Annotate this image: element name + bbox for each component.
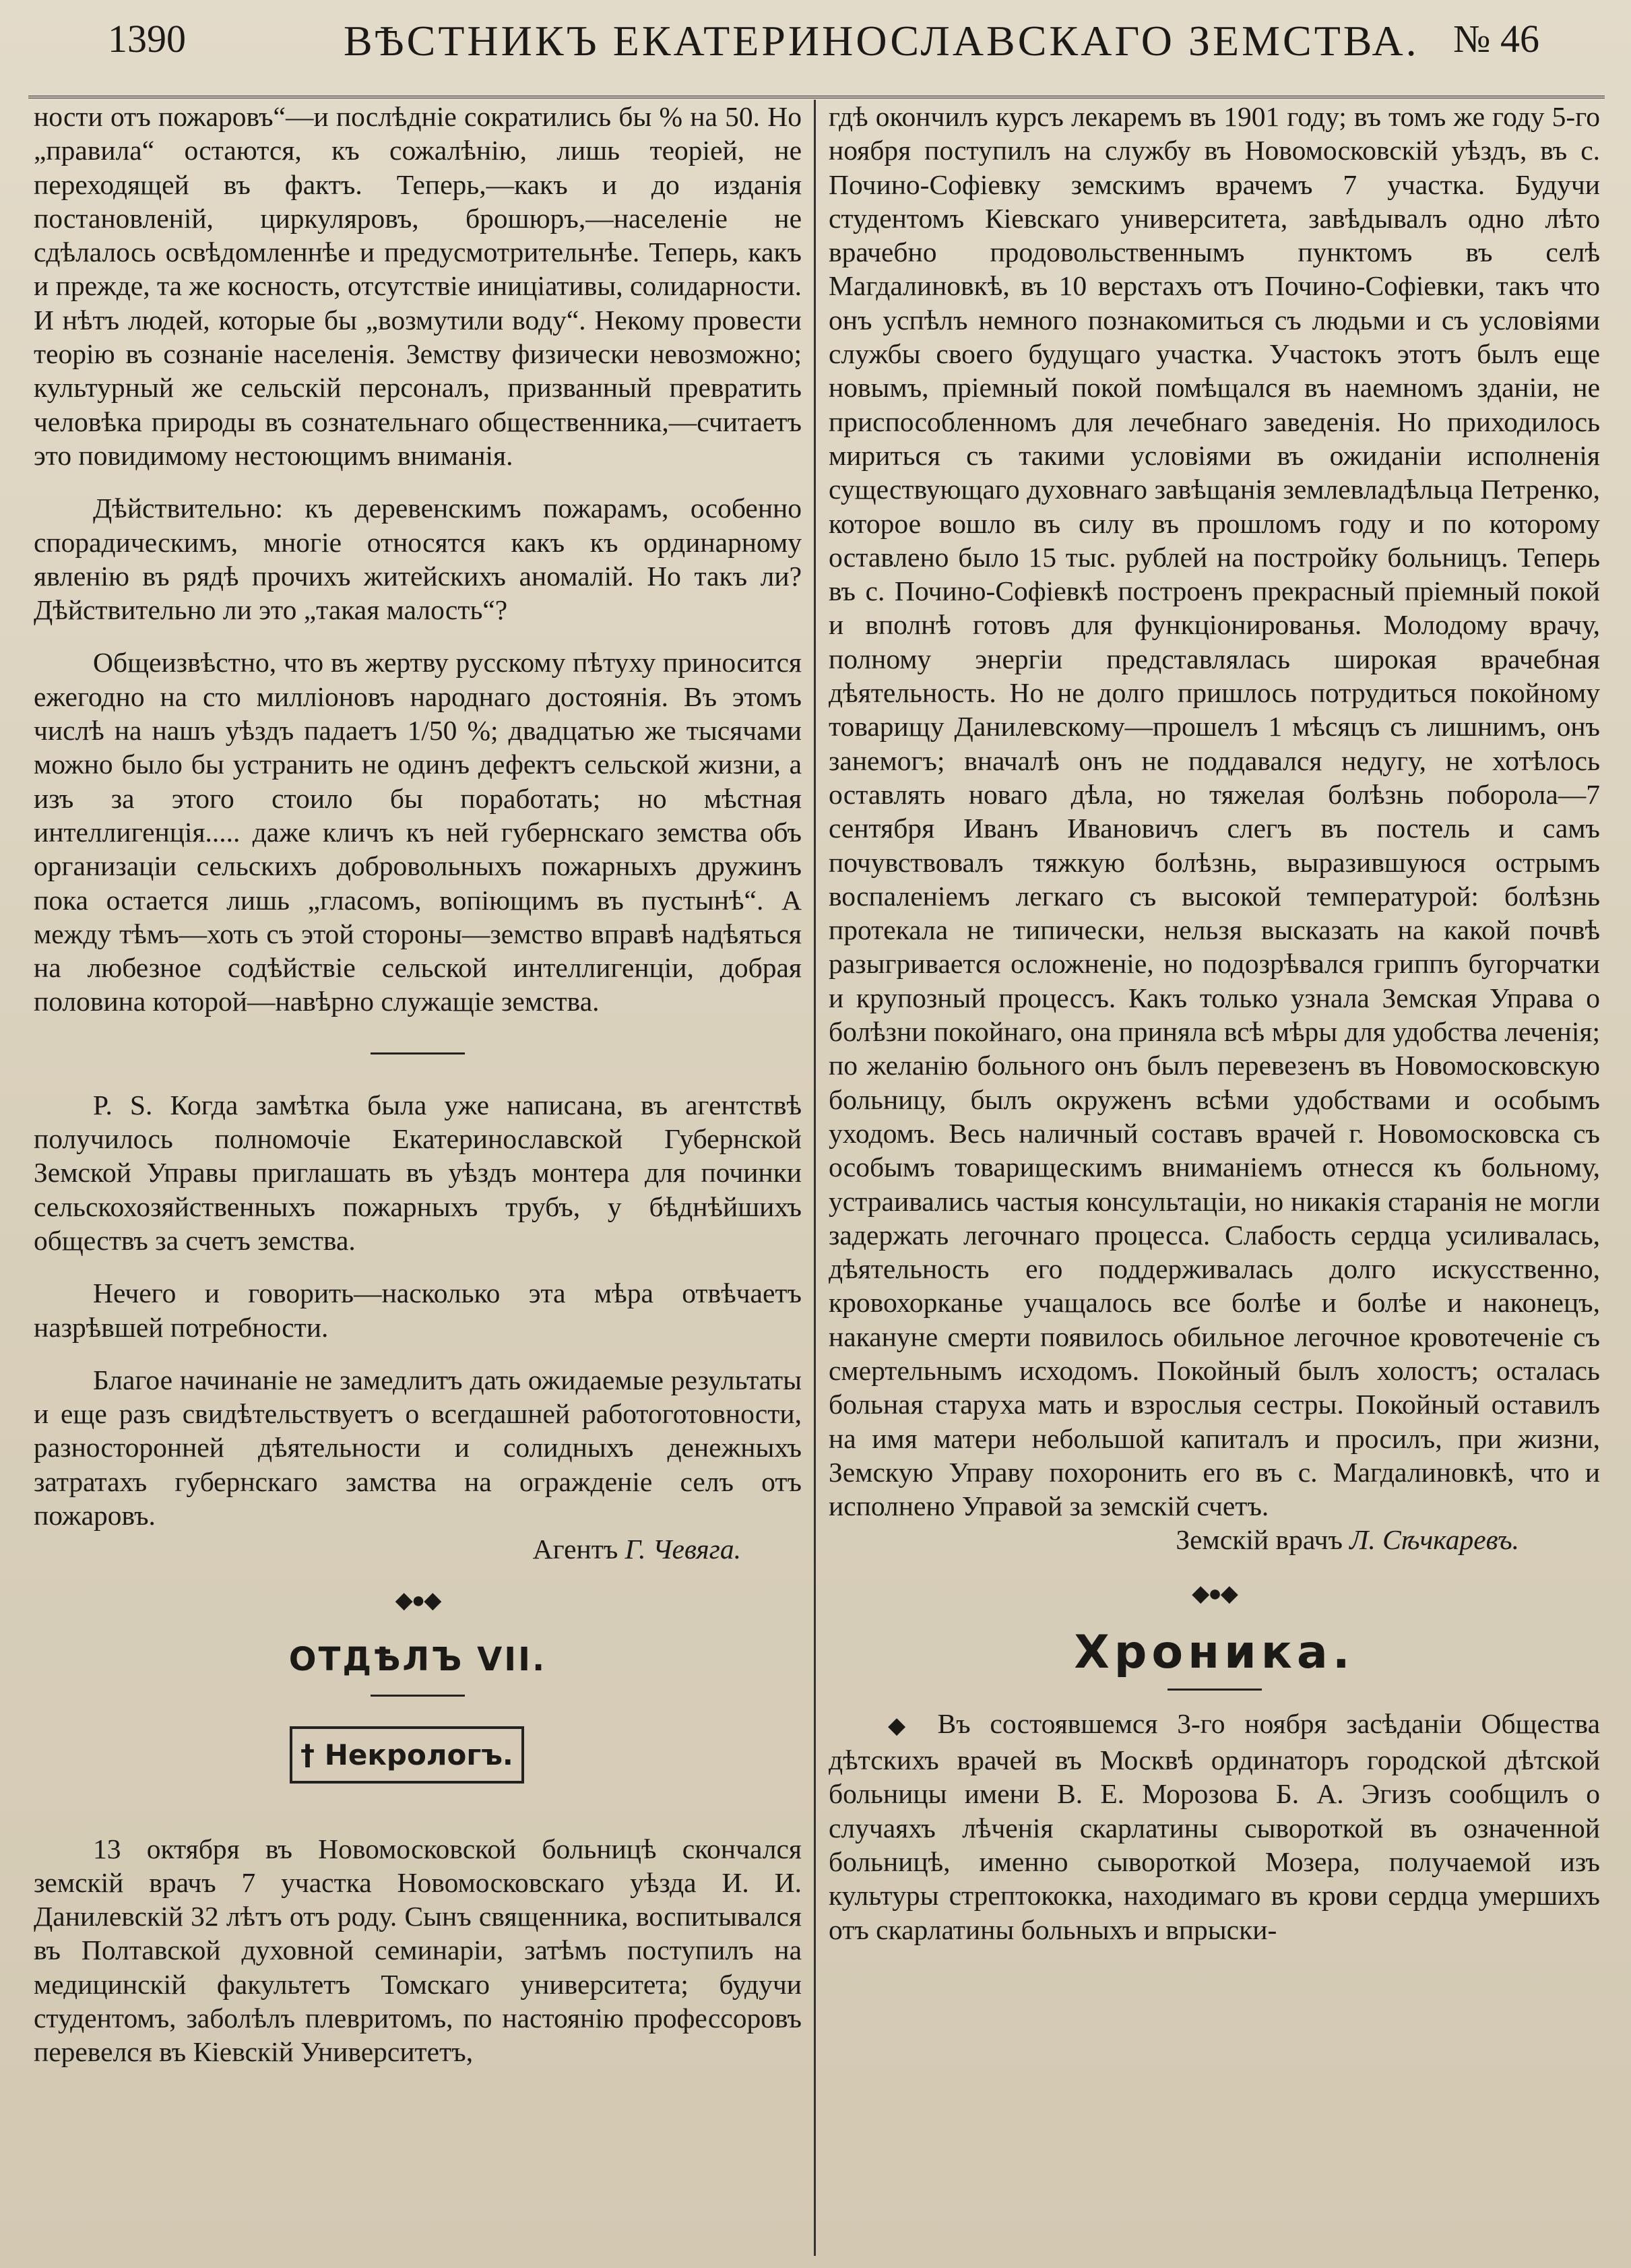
header-rule	[28, 96, 1605, 98]
necrology-heading: † Некрологъ.	[290, 1726, 524, 1784]
section-divider	[371, 1052, 465, 1054]
page-header	[27, 12, 1603, 86]
signature-name: Л. Сѣчкаревъ.	[1349, 1524, 1519, 1556]
section-rule	[1168, 1689, 1262, 1691]
issue-number: № 46	[1453, 17, 1539, 61]
right-column	[829, 100, 1600, 1947]
obituary-paragraph: 13 октября въ Новомосковской больницѣ скончался земскій врачъ 7 участка Новомосковскаго уѣзда И. И. Данилевскій 32 лѣтъ отъ роду. Сынъ священника, воспитывался въ Полтавской духовной семинаріи, затѣмъ поступилъ на медицинскій факультетъ Томскаго университета; будучи студентомъ, заболѣлъ плевритомъ, по настоянію профессоровъ перевелся въ Кіевскій Университетъ,	[34, 1833, 802, 2068]
postscript-paragraph: Нечего и говорить—насколько эта мѣра отвѣчаетъ назрѣвшей потребности.	[34, 1278, 802, 1343]
ornament-divider: ◆●◆	[395, 1587, 441, 1613]
diamond-bullet-icon: ◆	[888, 1713, 918, 1738]
chronicle-title: Хроника.	[1074, 1625, 1355, 1679]
paragraph: ности отъ пожаровъ“—и послѣдніе сократились бы % на 50. Но „правила“ остаются, къ сожалѣнію, лишь теоріей, не переходящей въ фактъ. Теперь,—какъ и до изданія постановленій, циркуляровъ, брошюръ,—населеніе не сдѣлалось освѣдомленнѣе и предусмотрительнѣе. Теперь, какъ и прежде, та же косность, отсутствіе иниціативы, солидарности. И нѣтъ людей, которые бы „возмутили воду“. Некому провести теорію въ сознаніе населенія. Земству физически невозможно; культурный же сельскій персоналъ, призванный превратить человѣка природы въ сознательнаго общественника,—считаетъ это повидимому нестоющимъ вниманія.	[34, 101, 802, 471]
paragraph: Общеизвѣстно, что въ жертву русскому пѣтуху приносится ежегодно на сто милліоновъ народнаго достоянія. Въ этомъ числѣ на нашъ уѣздъ падаетъ 1/50 %; двадцатью же тысячами можно было бы устранить не одинъ дефектъ сельской жизни, а изъ за этого стоило бы поработать; но мѣстная интеллигенція..... даже кличъ къ ней губернскаго земства объ организаціи сельскихъ добровольныхъ пожарныхъ дружинъ пока остается лишь „гласомъ, вопіющимъ въ пустынѣ“. А между тѣмъ—хоть съ этой стороны—земство вправѣ надѣяться на любезное содѣйствіе сельской интеллигенціи, добрая половина которой—навѣрно служащіе земства.	[34, 647, 802, 1017]
signature-prefix: Агентъ	[532, 1534, 618, 1565]
page-number: 1390	[108, 17, 186, 61]
section-rule	[371, 1695, 465, 1697]
author-signature	[34, 1532, 802, 1566]
obituary-continuation: гдѣ окончилъ курсъ лекаремъ въ 1901 году; въ томъ же году 5-го ноября поступилъ на службу въ Новомосковскій уѣздъ, въ с. Почино-Софіевку земскимъ врачемъ 7 участка. Будучи студентомъ Кіевскаго университета, завѣдывалъ одно лѣто врачебно продовольственнымъ пунктомъ въ селѣ Магдалиновкѣ, въ 10 верстахъ отъ Почино-Софіевки, такъ что онъ успѣлъ немного познакомиться съ людьми и съ условіями службы своего будущаго участка. Участокъ этотъ былъ еще новымъ, пріемный покой помѣщался въ наемномъ зданіи, не приспособленномъ для лечебнаго заведенія. Но приходилось мириться съ такими условіями въ ожиданіи исполненія существующаго духовнаго завѣщанія землевладѣльца Петренко, которое вошло въ силу въ прошломъ году и по которому оставлено было 15 тыс. рублей на постройку больницъ. Теперь въ с. Почино-Софіевкѣ построенъ прекрасный пріемный покой и вполнѣ готовъ для функціонированья. Молодому врачу, полному энергіи представлялась широкая врачебная дѣятельность. Но не долго пришлось потрудиться покойному товарищу Данилевскому—прошелъ 1 мѣсяцъ съ лишнимъ, онъ занемогъ; вначалѣ онъ не поддавался недугу, не хотѣлось оставлять новаго дѣла, но тяжелая болѣзнь поборола—7 сентября Иванъ Ивановичъ слегъ въ постель и самъ почувствовалъ тяжкую болѣзнь, выразившуюся острымъ воспаленіемъ легкаго съ высокой температурой: болѣзнь протекала не типически, нельзя высказать на какой почвѣ разыгривается осложненіе, но подозрѣвался гриппъ бугорчатки и крупозный процессъ. Какъ только узнала Земская Управа о болѣзни покойнаго, она приняла всѣ мѣры для удобства леченія; по желанію больного онъ былъ перевезенъ въ Новомосковскую больницу, былъ окруженъ всѣми удобствами и особымъ уходомъ. Весь наличный составъ врачей г. Новомосковска съ особымъ товарищескимъ вниманіемъ отнесся къ больному, устраивались частыя консультаціи, но никакія старанія не могли задержать легочнаго процесса. Слабость сердца усиливалась, дѣятельность его поддерживалась долго искусственно, кровохорканье учащалось все болѣе и болѣе и наконецъ, накануне смерти появилось обильное легочное кровотеченіе съ смертельнымъ исходомъ. Покойный былъ холостъ; осталась больная старуха мать и взрослыя сестры. Покойный оставилъ на имя матери небольшой капиталъ и просилъ, при жизни, Земскую Управу похоронить его въ с. Магдалиновкѣ, что и исполнено Управой за земскій счетъ.	[829, 101, 1600, 1522]
chronicle-text: Въ состоявшемся 3-го ноября засѣданіи Общества дѣтскихъ врачей въ Москвѣ ординаторъ городской дѣтской больницы имени В. Е. Морозова Б. А. Эгизъ сообщилъ о случаяхъ лѣченія скарлатины сывороткой въ означенной больницѣ, именно сывороткой Мозера, получаемой изъ культуры стрептококка, находимаго въ крови сердца умершихъ отъ скарлатины больныхъ и впрыски-	[829, 1707, 1600, 1945]
signature-prefix: Земскій врачъ	[1176, 1524, 1343, 1556]
ornament-divider: ◆●◆	[1192, 1581, 1237, 1606]
postscript-paragraph: P. S. Когда замѣтка была уже написана, въ агентствѣ получилось полномочіе Екатеринославской Губернской Земской Управы приглашать въ уѣздъ монтера для починки сельскохозяйственныхъ пожарныхъ трубъ, у бѣднѣйшихъ обществъ за счетъ земства.	[34, 1089, 802, 1256]
author-signature	[829, 1523, 1600, 1556]
signature-name: Г. Чевяга.	[625, 1534, 741, 1565]
section-title: ОТДѢЛЪ VII.	[288, 1640, 547, 1678]
postscript-paragraph: Благое начинаніе не замедлитъ дать ожидаемые результаты и еще разъ свидѣтельствуетъ о всегдашней работоготовности, разносторонней дѣятельности и солидныхъ денежныхъ затратахъ губернскаго замства на огражденіе селъ отъ пожаровъ.	[34, 1364, 802, 1531]
left-column	[34, 100, 802, 2069]
journal-title: ВѢСТНИКЪ ЕКАТЕРИНОСЛАВСКАГО ЗЕМСТВА.	[344, 17, 1419, 65]
paragraph: Дѣйствительно: къ деревенскимъ пожарамъ, особенно спорадическимъ, многіе относятся какъ къ ординарному явленію въ рядѣ прочихъ житейскихъ аномалій. Но такъ ли? Дѣйствительно ли это „такая малость“?	[34, 493, 802, 626]
column-divider	[814, 100, 816, 2256]
chronicle-paragraph	[829, 1707, 1600, 1947]
